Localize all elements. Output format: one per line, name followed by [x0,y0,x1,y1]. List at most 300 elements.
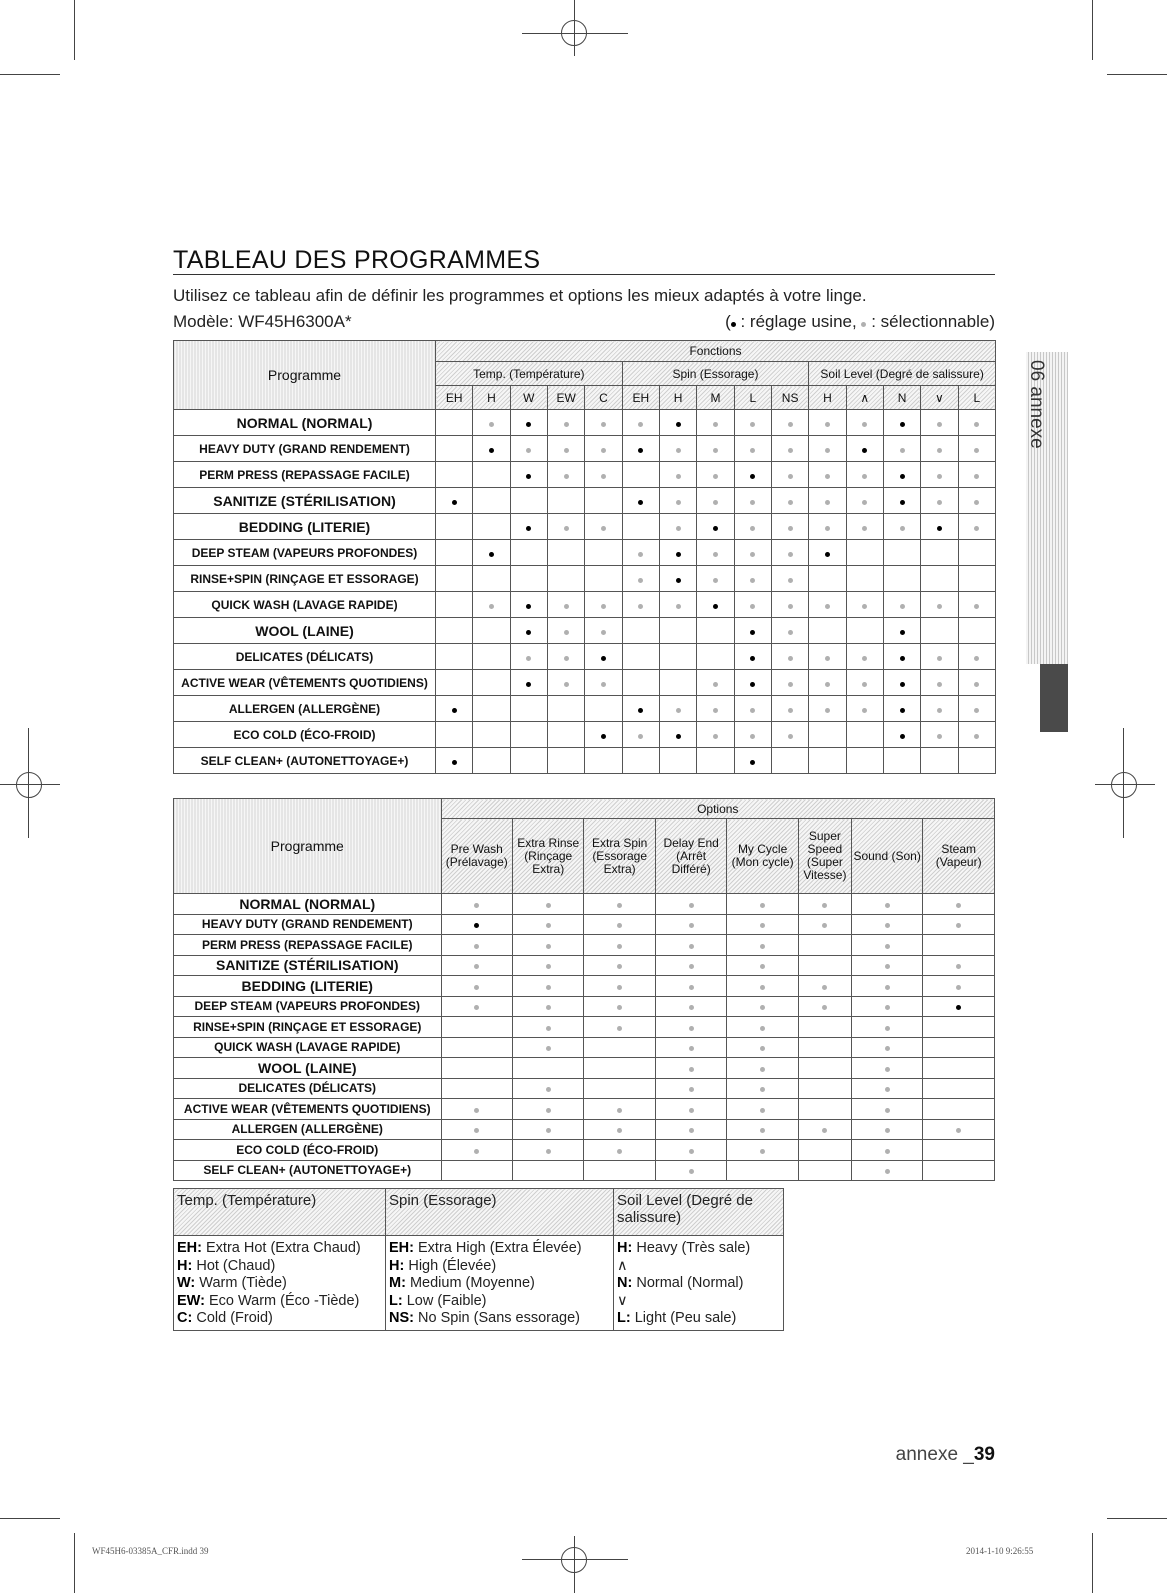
function-cell [921,644,958,670]
program-label: DELICATES (DÉLICATS) [174,644,436,670]
selectable-dot-icon [885,985,890,990]
function-cell [883,592,920,618]
function-cell [734,722,771,748]
selectable-dot-icon [885,1067,890,1072]
function-cell [436,722,473,748]
factory-dot-icon [825,552,830,557]
legend-soil-items [614,1236,784,1331]
program-label: WOOL (LAINE) [174,1058,442,1079]
selectable-dot-icon [689,1128,694,1133]
selectable-dot-icon [885,1169,890,1174]
selectable-dot-icon [885,1108,890,1113]
option-cell [727,914,798,935]
legend-temp-item [177,1240,382,1258]
legend-soil-item [617,1258,780,1276]
function-cell [883,748,920,774]
function-cell [846,722,883,748]
option-cell [851,1160,922,1181]
legend-soil-header: Soil Level (Degré de salissure) [614,1189,784,1236]
factory-dot-icon [526,604,531,609]
selectable-dot-icon [689,944,694,949]
legend-open: ( [725,312,731,331]
selectable-dot-icon [750,448,755,453]
factory-dot-icon [900,500,905,505]
function-cell [473,670,510,696]
function-cell [622,488,659,514]
option-cell [584,1058,655,1079]
factory-dot-icon [452,760,457,765]
selectable-dot-icon [760,1149,765,1154]
function-cell [473,696,510,722]
option-cell [923,1140,995,1161]
option-cell [798,996,851,1017]
function-cell [958,696,995,722]
selectable-dot-icon [750,422,755,427]
legend-code: NS: [389,1310,414,1326]
option-cell [851,1017,922,1038]
selectable-dot-icon [689,1005,694,1010]
function-cell [585,514,622,540]
option-cell [655,996,726,1017]
selectable-dot-icon [862,422,867,427]
option-cell [727,976,798,997]
selectable-dot-icon [546,1108,551,1113]
function-cell [771,514,808,540]
program-label: HEAVY DUTY (GRAND RENDEMENT) [174,914,442,935]
selectable-dot-icon [974,708,979,713]
function-cell [547,410,584,436]
option-col-2: Extra Spin (Essorage Extra) [584,819,655,894]
option-col-6: Sound (Son) [851,819,922,894]
selectable-dot-icon [862,474,867,479]
option-cell [798,955,851,976]
function-cell [547,670,584,696]
function-cell [771,566,808,592]
option-cell [584,976,655,997]
legend-text: Low (Faible) [406,1292,487,1309]
function-cell [809,462,846,488]
option-cell [798,894,851,915]
function-group-1: Spin (Essorage) [622,362,809,386]
crop-mark [1107,1518,1167,1519]
function-cell [436,410,473,436]
selectable-dot-icon [885,903,890,908]
function-col-2-1: ∧ [846,386,883,410]
selectable-dot-icon [900,526,905,531]
function-cell [547,644,584,670]
function-cell [734,696,771,722]
function-cell [659,436,696,462]
factory-dot-icon [900,656,905,661]
function-cell [921,696,958,722]
selectable-dot-icon [546,1026,551,1031]
factory-dot-icon [452,500,457,505]
selectable-dot-icon [546,1046,551,1051]
options-program-header: Programme [174,799,442,894]
function-cell [697,436,734,462]
function-cell [734,410,771,436]
options-table [173,798,995,1181]
selectable-dot-icon [750,526,755,531]
function-cell [510,436,547,462]
function-cell [771,410,808,436]
selectable-dot-icon [676,526,681,531]
legend-code: L: [617,1310,631,1326]
option-cell [512,976,583,997]
function-cell [809,436,846,462]
selectable-dot-icon [956,903,961,908]
selectable-dot-icon [825,656,830,661]
selectable-dot-icon [937,604,942,609]
function-cell [734,514,771,540]
selectable-dot-icon [713,500,718,505]
legend-soil-item [617,1310,780,1328]
function-cell [510,644,547,670]
option-cell [923,935,995,956]
function-cell [585,592,622,618]
section-tab-label: 06 annexe [1026,360,1047,449]
legend-text: Medium (Moyenne) [409,1275,535,1291]
legend-spin-item [389,1240,610,1258]
legend-code: M: [389,1275,406,1291]
selectable-dot-icon [822,985,827,990]
function-cell [436,748,473,774]
selectable-dot-icon [546,1005,551,1010]
function-col-2-3: ∨ [921,386,958,410]
function-cell [771,592,808,618]
function-cell [622,696,659,722]
selectable-dot-icon [862,656,867,661]
program-label: SANITIZE (STÉRILISATION) [174,955,442,976]
factory-dot-icon [526,474,531,479]
legend-temp-item [177,1310,382,1328]
function-cell [436,670,473,696]
legend-selectable: : sélectionnable) [871,312,995,331]
legend-text: Extra Hot (Extra Chaud) [206,1240,361,1256]
selectable-dot-icon [900,448,905,453]
function-group-0: Temp. (Température) [436,362,623,386]
option-cell [851,1037,922,1058]
option-cell [798,1119,851,1140]
selectable-dot-icon [676,500,681,505]
registration-mark [561,20,587,46]
selectable-dot-icon [713,682,718,687]
program-label: SANITIZE (STÉRILISATION) [174,488,436,514]
function-cell [771,696,808,722]
function-cell [585,462,622,488]
selectable-dot-icon [713,474,718,479]
selectable-dot-icon [825,682,830,687]
functions-group-header: Fonctions [436,341,996,362]
selectable-dot-icon [546,964,551,969]
option-cell [655,1160,726,1181]
option-cell [727,1058,798,1079]
selectable-dot-icon [617,964,622,969]
function-cell [585,618,622,644]
function-cell [697,540,734,566]
selectable-dot-icon [638,552,643,557]
selectable-dot-icon [956,923,961,928]
function-cell [958,514,995,540]
selectable-dot-icon [862,500,867,505]
function-cell [883,540,920,566]
option-col-5: Super Speed (Super Vitesse) [798,819,851,894]
selectable-dot-icon [689,923,694,928]
function-cell [697,462,734,488]
factory-dot-icon [601,734,606,739]
function-cell [659,618,696,644]
option-cell [655,935,726,956]
function-cell [659,722,696,748]
function-cell [473,748,510,774]
function-col-2-0: H [809,386,846,410]
option-cell [441,914,512,935]
function-cell [659,696,696,722]
function-cell [659,566,696,592]
legend-code: L: [389,1292,403,1309]
option-cell [923,996,995,1017]
option-cell [798,1140,851,1161]
function-cell [846,514,883,540]
selectable-dot-icon [689,1067,694,1072]
option-cell [512,914,583,935]
factory-dot-icon [900,734,905,739]
selectable-dot-icon [760,1067,765,1072]
function-col-1-4: NS [771,386,808,410]
function-cell [809,644,846,670]
selectable-dot-icon [822,1128,827,1133]
selectable-dot-icon [822,1005,827,1010]
selectable-dot-icon [676,604,681,609]
function-cell [473,514,510,540]
option-cell [851,914,922,935]
legend-text: Heavy (Très sale) [636,1240,751,1256]
selectable-dot-icon [601,604,606,609]
selectable-dot-icon [861,322,866,327]
factory-dot-icon [638,448,643,453]
factory-dot-icon [452,708,457,713]
selectable-dot-icon [825,708,830,713]
selectable-dot-icon [750,500,755,505]
option-cell [441,1058,512,1079]
legend-text: Normal (Normal) [636,1275,744,1291]
function-cell [883,670,920,696]
selectable-dot-icon [974,604,979,609]
option-cell [584,914,655,935]
crop-mark [1092,0,1093,60]
selectable-dot-icon [788,578,793,583]
function-cell [510,592,547,618]
function-cell [921,722,958,748]
legend-temp-header: Temp. (Température) [174,1189,386,1236]
function-cell [958,540,995,566]
selectable-dot-icon [862,682,867,687]
factory-dot-icon [601,656,606,661]
program-label: DEEP STEAM (VAPEURS PROFONDES) [174,540,436,566]
selectable-dot-icon [862,708,867,713]
option-cell [655,955,726,976]
selectable-dot-icon [825,526,830,531]
selectable-dot-icon [676,474,681,479]
function-cell [809,514,846,540]
selectable-dot-icon [474,985,479,990]
function-cell [622,436,659,462]
factory-dot-icon [937,526,942,531]
factory-dot-icon [750,656,755,661]
function-cell [436,514,473,540]
function-col-2-4: L [958,386,995,410]
factory-dot-icon [676,734,681,739]
function-cell [473,566,510,592]
selectable-dot-icon [760,1005,765,1010]
selectable-dot-icon [617,923,622,928]
program-label: SELF CLEAN+ (AUTONETTOYAGE+) [174,1160,442,1181]
factory-dot-icon [750,630,755,635]
selectable-dot-icon [937,656,942,661]
options-group-header: Options [441,799,995,819]
function-cell [622,514,659,540]
factory-dot-icon [489,448,494,453]
function-cell [921,488,958,514]
dot-legend [725,312,995,332]
function-cell [734,748,771,774]
program-label: DELICATES (DÉLICATS) [174,1078,442,1099]
selectable-dot-icon [788,708,793,713]
function-cell [846,540,883,566]
function-cell [547,618,584,644]
selectable-dot-icon [546,1128,551,1133]
function-cell [734,488,771,514]
function-cell [809,748,846,774]
crop-mark [0,1518,60,1519]
function-cell [585,696,622,722]
selectable-dot-icon [564,474,569,479]
selectable-dot-icon [788,630,793,635]
option-cell [512,955,583,976]
function-cell [883,410,920,436]
function-cell [659,462,696,488]
option-cell [727,894,798,915]
function-group-2: Soil Level (Degré de salissure) [809,362,996,386]
function-cell [883,566,920,592]
function-cell [585,748,622,774]
title-divider [173,274,995,275]
factory-dot-icon [489,552,494,557]
selectable-dot-icon [474,1128,479,1133]
program-label: SELF CLEAN+ (AUTONETTOYAGE+) [174,748,436,774]
selectable-dot-icon [601,422,606,427]
function-cell [473,540,510,566]
option-cell [512,1140,583,1161]
factory-dot-icon [956,1005,961,1010]
selectable-dot-icon [788,526,793,531]
selectable-dot-icon [760,1128,765,1133]
selectable-dot-icon [974,656,979,661]
factory-dot-icon [526,526,531,531]
function-cell [473,722,510,748]
option-cell [512,1160,583,1181]
function-cell [547,566,584,592]
option-cell [727,1099,798,1120]
option-cell [512,1037,583,1058]
factory-dot-icon [526,422,531,427]
selectable-dot-icon [862,604,867,609]
function-cell [809,696,846,722]
selectable-dot-icon [474,964,479,969]
selectable-dot-icon [564,656,569,661]
function-cell [473,436,510,462]
legend-temp-item [177,1293,382,1311]
legend-text: Light (Peu sale) [634,1310,737,1326]
function-cell [921,514,958,540]
program-label: PERM PRESS (REPASSAGE FACILE) [174,462,436,488]
option-cell [727,1017,798,1038]
selectable-dot-icon [474,1149,479,1154]
function-cell [510,514,547,540]
selectable-dot-icon [564,630,569,635]
option-cell [798,1160,851,1181]
function-cell [883,514,920,540]
selectable-dot-icon [760,944,765,949]
selectable-dot-icon [974,682,979,687]
selectable-dot-icon [822,923,827,928]
selectable-dot-icon [788,682,793,687]
selectable-dot-icon [601,526,606,531]
selectable-dot-icon [474,1005,479,1010]
function-cell [697,748,734,774]
function-cell [547,592,584,618]
program-label: PERM PRESS (REPASSAGE FACILE) [174,935,442,956]
function-cell [883,644,920,670]
function-cell [436,618,473,644]
function-cell [958,462,995,488]
function-cell [659,670,696,696]
option-cell [727,935,798,956]
selectable-dot-icon [900,604,905,609]
option-cell [923,914,995,935]
selectable-dot-icon [937,500,942,505]
function-cell [809,618,846,644]
option-cell [441,1119,512,1140]
factory-dot-icon [713,526,718,531]
option-cell [655,1017,726,1038]
function-cell [771,488,808,514]
function-cell [585,540,622,566]
selectable-dot-icon [617,1026,622,1031]
function-cell [921,670,958,696]
crop-mark [1092,1533,1093,1593]
function-cell [659,488,696,514]
selectable-dot-icon [601,448,606,453]
option-cell [584,1099,655,1120]
option-cell [727,1037,798,1058]
option-cell [923,955,995,976]
option-cell [441,996,512,1017]
function-cell [585,566,622,592]
function-cell [697,488,734,514]
function-cell [734,462,771,488]
function-cell [958,748,995,774]
function-cell [510,540,547,566]
function-cell [846,592,883,618]
abbreviation-legend [173,1188,784,1331]
function-cell [809,722,846,748]
selectable-dot-icon [713,448,718,453]
selectable-dot-icon [564,526,569,531]
legend-soil-item [617,1293,780,1311]
page-title: TABLEAU DES PROGRAMMES [173,246,541,274]
function-cell [473,618,510,644]
